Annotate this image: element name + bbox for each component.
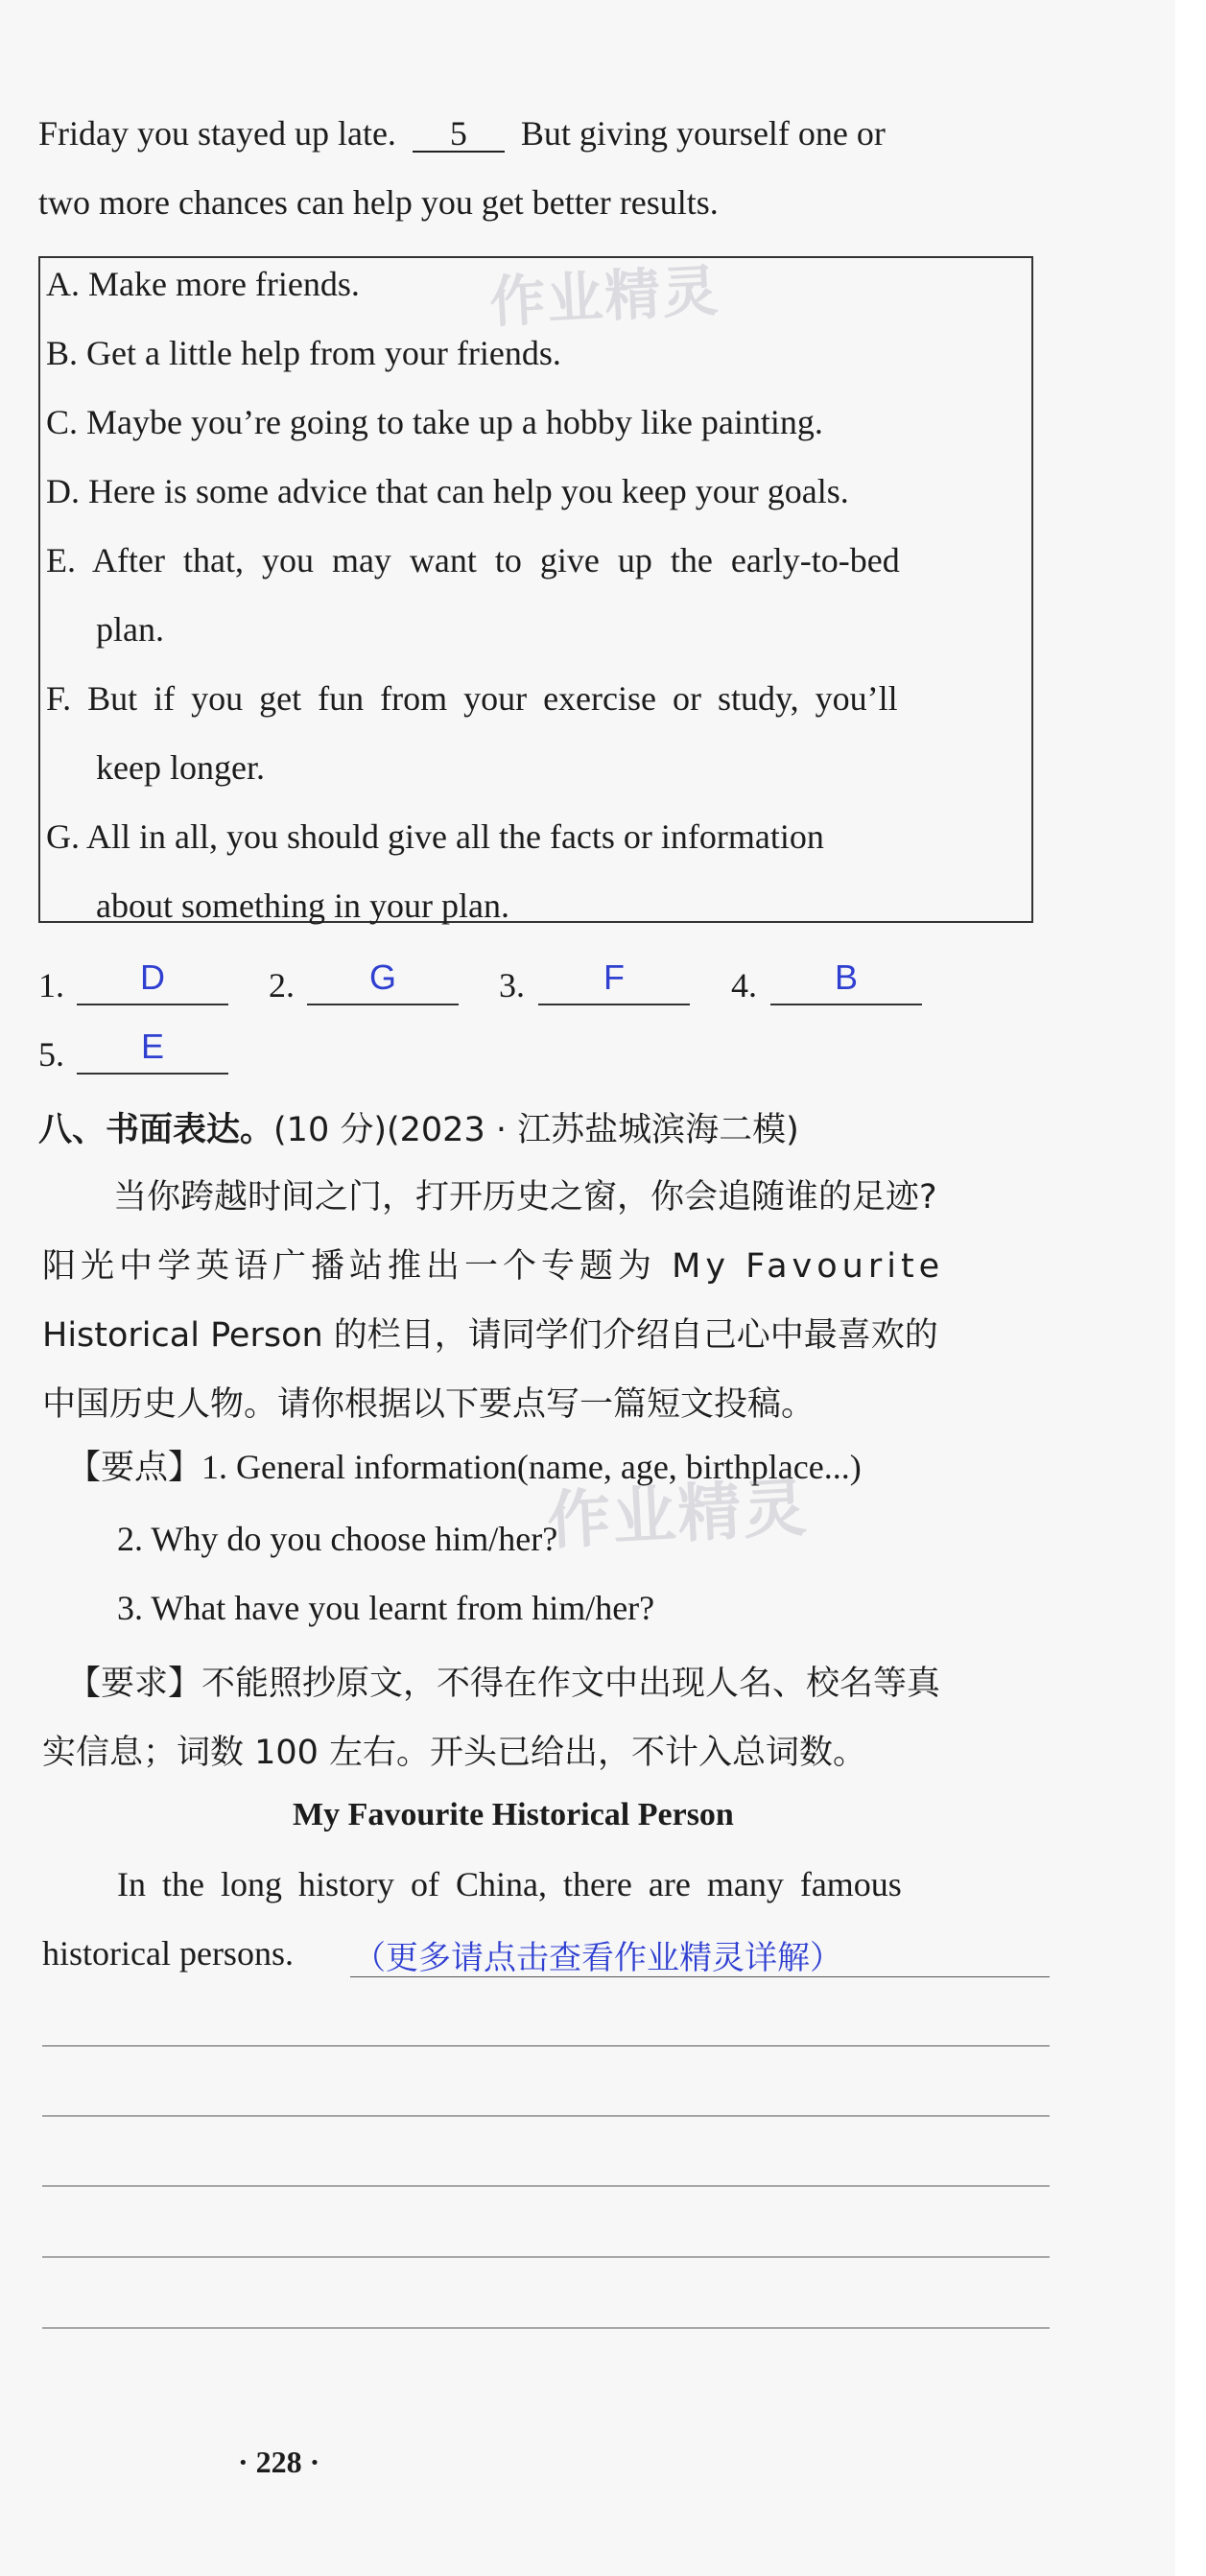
section-heading (38, 1103, 799, 1151)
answer-value-3: F (603, 957, 625, 997)
writing-line-0 (350, 1976, 1050, 1977)
answer-label-5: 5. (38, 1035, 64, 1074)
prompt-line-2: 阳光中学英语广播站推出一个专题为 My Favourite (42, 1247, 945, 1286)
requirements-line-1 (67, 1657, 940, 1705)
watermark-2: 作业精灵 (545, 1470, 811, 1559)
blank-5: 5 (413, 116, 505, 153)
answer-line-2 (307, 1004, 459, 1005)
option-a: A. Make more friends. (46, 265, 360, 303)
passage-text-after-blank: But giving yourself one or (520, 114, 886, 153)
answer-value-1: D (140, 957, 165, 997)
option-g: G. All in all, you should give all the facts or information (46, 817, 824, 856)
requirements-line-2: 实信息；词数 100 左右。开头已给出，不计入总词数。 (42, 1734, 867, 1772)
option-f-cont: keep longer. (96, 748, 265, 787)
passage-line-2: two more chances can help you get better results. (38, 183, 719, 222)
essay-line-2 (42, 1933, 294, 1974)
answer-label-1: 1. (38, 966, 64, 1004)
option-c: C. Maybe you’re going to take up a hobby like painting. (46, 403, 823, 441)
option-f: F. But if you get fun from your exercise or study, you’ll (46, 679, 898, 718)
answer-value-2: G (368, 957, 396, 997)
view-solution-link[interactable]: （更多请点击查看作业精灵详解） (353, 1939, 842, 1977)
section-title: 八、书面表达。 (38, 1111, 274, 1149)
requirements-text-1: 不能照抄原文，不得在作文中出现人名、校名等真 (201, 1665, 941, 1703)
answer-line-3 (538, 1004, 690, 1005)
answer-value-5: E (140, 1027, 164, 1066)
answer-value-4: B (834, 957, 858, 997)
prompt-line-3: Historical Person 的栏目，请同学们介绍自己心中最喜欢的 (42, 1316, 938, 1355)
answer-label-2: 2. (269, 966, 295, 1004)
answer-line-1 (77, 1004, 228, 1005)
point-1: 1. General information(name, age, birthplace...) (201, 1448, 862, 1486)
watermark-1: 作业精灵 (487, 257, 721, 336)
option-e: E. After that, you may want to give up the early-to-bed (46, 541, 900, 579)
answer-label-4: 4. (731, 966, 757, 1004)
writing-line-2 (42, 2115, 1050, 2116)
essay-line-1: In the long history of China, there are many famous (117, 1865, 902, 1903)
answer-label-3: 3. (499, 966, 525, 1004)
passage-text-before-blank: Friday you stayed up late. (38, 114, 396, 153)
answer-line-4 (770, 1004, 922, 1005)
prompt-line-1: 当你跨越时间之门，打开历史之窗，你会追随谁的足迹? (113, 1178, 937, 1217)
option-b: B. Get a little help from your friends. (46, 334, 561, 372)
option-d: D. Here is some advice that can help you keep your goals. (46, 472, 849, 510)
essay-title: My Favourite Historical Person (293, 1797, 734, 1832)
point-2: 2. Why do you choose him/her? (117, 1520, 558, 1558)
prompt-line-4: 中国历史人物。请你根据以下要点写一篇短文投稿。 (42, 1385, 816, 1424)
writing-line-1 (42, 2045, 1050, 2046)
section-score-source: (10 分)(2023 · 江苏盐城滨海二模) (273, 1111, 799, 1149)
option-e-cont: plan. (96, 610, 164, 649)
essay-start-text: historical persons. (42, 1934, 294, 1973)
answer-line-5 (77, 1073, 228, 1075)
requirements-label: 【要求】 (67, 1665, 202, 1703)
point-3: 3. What have you learnt from him/her? (117, 1589, 655, 1627)
passage-line-1 (38, 113, 886, 154)
points-label: 【要点】 (67, 1449, 202, 1487)
page-number: · 228 · (238, 2445, 320, 2479)
option-g-cont: about something in your plan. (96, 886, 509, 925)
